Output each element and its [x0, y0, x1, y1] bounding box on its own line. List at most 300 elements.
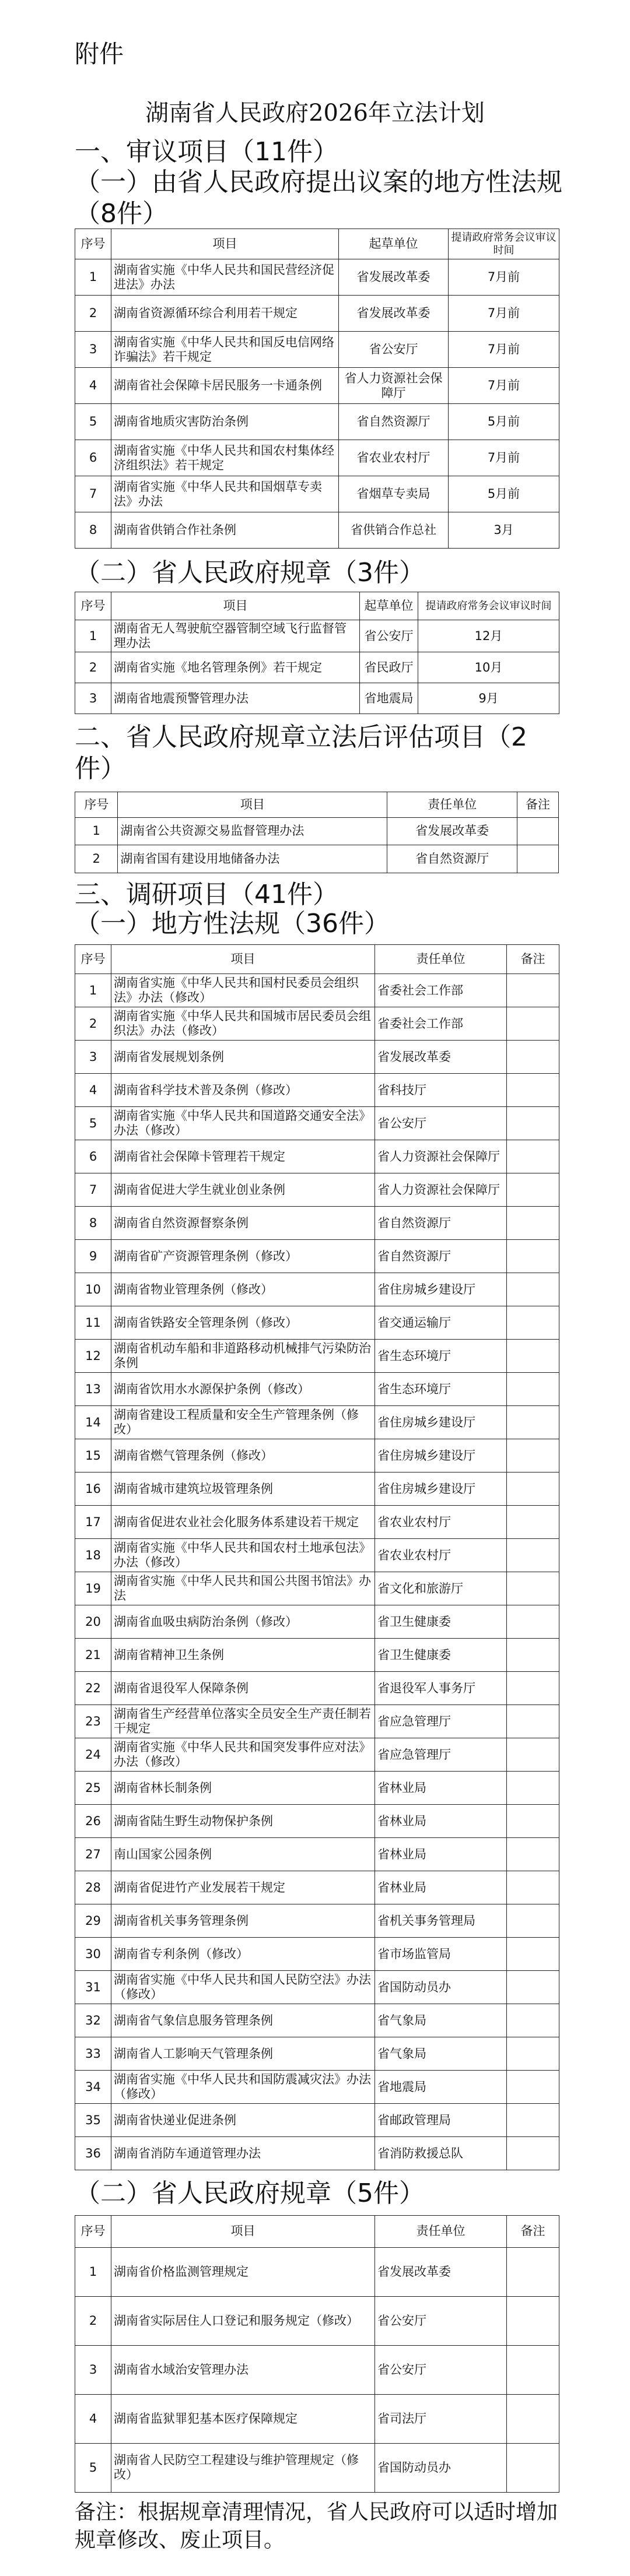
cell-project: 湖南省实施《中华人民共和国农村土地承包法》办法（修改） — [111, 1539, 375, 1572]
cell-index: 21 — [75, 1639, 111, 1672]
cell-unit: 省自然资源厅 — [375, 1207, 507, 1240]
cell-project: 湖南省实施《中华人民共和国烟草专卖法》办法 — [111, 476, 339, 512]
cell-project: 湖南省促进大学生就业创业条例 — [111, 1173, 375, 1207]
cell-unit: 省应急管理厅 — [375, 1738, 507, 1772]
cell-extra — [507, 2296, 559, 2345]
section-3-2-heading: （二）省人民政府规章（5件） — [75, 2178, 425, 2208]
cell-project: 湖南省城市建筑垃圾管理条例 — [111, 1472, 375, 1506]
cell-project: 湖南省机动车船和非道路移动机械排气污染防治条例 — [111, 1340, 375, 1373]
cell-index: 1 — [75, 620, 111, 652]
cell-index: 2 — [75, 1007, 111, 1041]
cell-unit: 省林业局 — [375, 1772, 507, 1805]
cell-extra — [507, 2071, 559, 2104]
cell-extra — [507, 1140, 559, 1173]
column-header: 项目 — [118, 792, 387, 818]
cell-unit: 省应急管理厅 — [375, 1705, 507, 1738]
cell-extra — [507, 1506, 559, 1539]
cell-index: 7 — [75, 476, 111, 512]
column-header: 备注 — [507, 2216, 559, 2248]
column-header: 责任单位 — [375, 945, 507, 974]
column-header: 序号 — [75, 2216, 111, 2248]
table-row — [75, 1904, 559, 1938]
cell-extra — [517, 845, 558, 873]
cell-project: 湖南省铁路安全管理条例（修改） — [111, 1306, 375, 1340]
cell-index: 5 — [75, 404, 111, 440]
table-header-row — [75, 229, 559, 259]
cell-unit: 省公安厅 — [375, 2345, 507, 2394]
cell-extra — [507, 2443, 559, 2492]
cell-unit: 省人力资源社会保障厅 — [375, 1173, 507, 1207]
cell-project: 湖南省实施《中华人民共和国村民委员会组织法》办法（修改） — [111, 974, 375, 1007]
cell-extra: 7月前 — [449, 332, 559, 368]
cell-extra: 3月 — [449, 512, 559, 549]
cell-index: 3 — [75, 683, 111, 714]
cell-unit: 省自然资源厅 — [339, 404, 449, 440]
cell-extra — [507, 1639, 559, 1672]
cell-extra — [507, 1306, 559, 1340]
cell-index: 7 — [75, 1173, 111, 1207]
cell-project: 湖南省实施《中华人民共和国公共图书馆法》办法 — [111, 1572, 375, 1605]
table-header-row — [75, 792, 559, 818]
cell-unit: 省卫生健康委 — [375, 1605, 507, 1639]
cell-project: 湖南省社会保障卡管理若干规定 — [111, 1140, 375, 1173]
cell-project: 湖南省国有建设用地储备办法 — [118, 845, 387, 873]
cell-project: 湖南省价格监测管理规定 — [111, 2247, 375, 2296]
cell-unit: 省机关事务管理局 — [375, 1904, 507, 1938]
cell-unit: 省科技厅 — [375, 1074, 507, 1107]
cell-extra — [507, 1273, 559, 1306]
table-row — [75, 845, 559, 873]
table-row — [75, 1838, 559, 1871]
cell-extra — [507, 1007, 559, 1041]
cell-unit: 省住房城乡建设厅 — [375, 1273, 507, 1306]
cell-project: 湖南省快递业促进条例 — [111, 2104, 375, 2137]
column-header: 起草单位 — [360, 592, 418, 620]
cell-project: 湖南省矿产资源管理条例（修改） — [111, 1240, 375, 1273]
cell-index: 5 — [75, 2443, 111, 2492]
cell-unit: 省农业农村厅 — [339, 440, 449, 476]
column-header: 项目 — [111, 592, 360, 620]
cell-unit: 省邮政管理局 — [375, 2104, 507, 2137]
cell-project: 湖南省实施《地名管理条例》若干规定 — [111, 652, 360, 683]
column-header: 提请政府常务会议审议时间 — [418, 592, 559, 620]
cell-extra — [507, 1904, 559, 1938]
column-header: 起草单位 — [339, 229, 449, 259]
cell-index: 2 — [75, 845, 118, 873]
cell-index: 1 — [75, 974, 111, 1007]
cell-unit: 省林业局 — [375, 1805, 507, 1838]
table-row — [75, 1140, 559, 1173]
cell-index: 29 — [75, 1904, 111, 1938]
cell-project: 湖南省实施《中华人民共和国城市居民委员会组织法》办法（修改） — [111, 1007, 375, 1041]
cell-extra — [507, 1805, 559, 1838]
table-row — [75, 1738, 559, 1772]
cell-extra: 7月前 — [449, 368, 559, 404]
cell-extra — [507, 2394, 559, 2443]
table-row — [75, 1572, 559, 1605]
cell-unit: 省住房城乡建设厅 — [375, 1472, 507, 1506]
table-row — [75, 296, 559, 332]
cell-unit: 省住房城乡建设厅 — [375, 1406, 507, 1439]
cell-unit: 省人力资源社会保障厅 — [339, 368, 449, 404]
cell-project: 湖南省供销合作社条例 — [111, 512, 339, 549]
cell-extra — [507, 1107, 559, 1140]
column-header: 项目 — [111, 945, 375, 974]
cell-unit: 省退役军人事务厅 — [375, 1672, 507, 1705]
cell-project: 湖南省资源循环综合利用若干规定 — [111, 296, 339, 332]
cell-project: 湖南省物业管理条例（修改） — [111, 1273, 375, 1306]
table-header-row — [75, 592, 559, 620]
cell-unit: 省消防救援总队 — [375, 2137, 507, 2170]
table-row — [75, 1373, 559, 1406]
column-header: 项目 — [111, 2216, 375, 2248]
table-row — [75, 1472, 559, 1506]
remark-note: 备注：根据规章清理情况，省人民政府可以适时增加规章修改、废止项目。 — [75, 2500, 558, 2552]
cell-project: 湖南省监狱罪犯基本医疗保障规定 — [111, 2394, 375, 2443]
table-row — [75, 652, 559, 683]
table-row — [75, 440, 559, 476]
cell-index: 27 — [75, 1838, 111, 1871]
cell-unit: 省委社会工作部 — [375, 1007, 507, 1041]
cell-project: 湖南省实施《中华人民共和国突发事件应对法》办法（修改） — [111, 1738, 375, 1772]
cell-index: 1 — [75, 2247, 111, 2296]
table-row — [75, 1506, 559, 1539]
column-header: 备注 — [507, 945, 559, 974]
table-row — [75, 817, 559, 845]
cell-index: 32 — [75, 2004, 111, 2037]
table-row — [75, 1240, 559, 1273]
cell-project: 湖南省机关事务管理条例 — [111, 1904, 375, 1938]
cell-index: 14 — [75, 1406, 111, 1439]
cell-unit: 省司法厅 — [375, 2394, 507, 2443]
table-row — [75, 1439, 559, 1472]
cell-project: 湖南省科学技术普及条例（修改） — [111, 1074, 375, 1107]
cell-index: 36 — [75, 2137, 111, 2170]
cell-unit: 省发展改革委 — [339, 296, 449, 332]
table-header-row — [75, 2216, 559, 2248]
cell-unit: 省地震局 — [375, 2071, 507, 2104]
cell-unit: 省人力资源社会保障厅 — [375, 1140, 507, 1173]
cell-unit: 省自然资源厅 — [387, 845, 517, 873]
cell-unit: 省国防动员办 — [375, 2443, 507, 2492]
table-row — [75, 476, 559, 512]
cell-unit: 省气象局 — [375, 2037, 507, 2071]
cell-extra — [507, 1406, 559, 1439]
cell-index: 18 — [75, 1539, 111, 1572]
cell-extra — [507, 1472, 559, 1506]
table-row — [75, 1871, 559, 1904]
cell-unit: 省民政厅 — [360, 652, 418, 683]
cell-index: 6 — [75, 440, 111, 476]
cell-index: 25 — [75, 1772, 111, 1805]
cell-extra — [507, 2345, 559, 2394]
cell-project: 湖南省退役军人保障条例 — [111, 1672, 375, 1705]
cell-index: 5 — [75, 1107, 111, 1140]
column-header: 序号 — [75, 792, 118, 818]
column-header: 提请政府常务会议审议时间 — [449, 229, 559, 259]
cell-project: 湖南省发展规划条例 — [111, 1041, 375, 1074]
table-row — [75, 2443, 559, 2492]
cell-project: 湖南省人工影响天气管理条例 — [111, 2037, 375, 2071]
cell-unit: 省公安厅 — [375, 2296, 507, 2345]
table-row — [75, 2247, 559, 2296]
table-row — [75, 1605, 559, 1639]
section-3-1-heading: （一）地方性法规（36件） — [75, 909, 390, 939]
cell-index: 8 — [75, 512, 111, 549]
table-header-row — [75, 945, 559, 974]
table-row — [75, 2037, 559, 2071]
document-title: 湖南省人民政府2026年立法计划 — [145, 100, 485, 126]
cell-extra — [507, 1705, 559, 1738]
cell-extra — [507, 1971, 559, 2004]
cell-project: 湖南省无人驾驶航空器管制空域飞行监督管理办法 — [111, 620, 360, 652]
cell-unit: 省生态环境厅 — [375, 1373, 507, 1406]
cell-extra — [507, 1672, 559, 1705]
section-2-heading: 二、省人民政府规章立法后评估项目（2件） — [75, 722, 527, 783]
cell-index: 31 — [75, 1971, 111, 2004]
cell-unit: 省发展改革委 — [339, 259, 449, 296]
table-row — [75, 1306, 559, 1340]
cell-unit: 省自然资源厅 — [375, 1240, 507, 1273]
cell-index: 3 — [75, 2345, 111, 2394]
table-row — [75, 404, 559, 440]
cell-project: 湖南省建设工程质量和安全生产管理条例（修改） — [111, 1406, 375, 1439]
cell-index: 35 — [75, 2104, 111, 2137]
table-evaluation — [75, 792, 559, 873]
cell-index: 22 — [75, 1672, 111, 1705]
table-row — [75, 2104, 559, 2137]
cell-project: 湖南省地震预警管理办法 — [111, 683, 360, 714]
cell-project: 湖南省林长制条例 — [111, 1772, 375, 1805]
section-1-1-heading: （一）由省人民政府提出议案的地方性法规（8件） — [75, 167, 562, 229]
cell-extra — [507, 2004, 559, 2037]
table-row — [75, 620, 559, 652]
column-header: 责任单位 — [375, 2216, 507, 2248]
cell-index: 12 — [75, 1340, 111, 1373]
cell-project: 湖南省气象信息服务管理条例 — [111, 2004, 375, 2037]
cell-unit: 省委社会工作部 — [375, 974, 507, 1007]
cell-project: 湖南省实施《中华人民共和国人民防空法》办法（修改） — [111, 1971, 375, 2004]
cell-project: 湖南省精神卫生条例 — [111, 1639, 375, 1672]
cell-project: 湖南省生产经营单位落实全员安全生产责任制若干规定 — [111, 1705, 375, 1738]
cell-project: 湖南省实施《中华人民共和国道路交通安全法》办法（修改） — [111, 1107, 375, 1140]
cell-project: 湖南省专利条例（修改） — [111, 1938, 375, 1971]
cell-index: 33 — [75, 2037, 111, 2071]
cell-index: 6 — [75, 1140, 111, 1173]
table-row — [75, 368, 559, 404]
cell-index: 3 — [75, 1041, 111, 1074]
table-review-regulations — [75, 229, 559, 549]
table-row — [75, 2004, 559, 2037]
cell-extra — [517, 817, 558, 845]
cell-extra — [507, 1539, 559, 1572]
cell-unit: 省发展改革委 — [375, 1041, 507, 1074]
cell-extra: 5月前 — [449, 404, 559, 440]
cell-index: 1 — [75, 259, 111, 296]
table-row — [75, 2345, 559, 2394]
cell-unit: 省文化和旅游厅 — [375, 1572, 507, 1605]
cell-index: 8 — [75, 1207, 111, 1240]
cell-extra — [507, 1041, 559, 1074]
section-3-heading: 三、调研项目（41件） — [75, 880, 338, 909]
cell-project: 湖南省陆生野生动物保护条例 — [111, 1805, 375, 1838]
table-row — [75, 2394, 559, 2443]
cell-index: 17 — [75, 1506, 111, 1539]
cell-unit: 省公安厅 — [360, 620, 418, 652]
table-row — [75, 1805, 559, 1838]
column-header: 责任单位 — [387, 792, 517, 818]
cell-index: 4 — [75, 1074, 111, 1107]
cell-index: 28 — [75, 1871, 111, 1904]
table-row — [75, 512, 559, 549]
cell-index: 11 — [75, 1306, 111, 1340]
cell-index: 23 — [75, 1705, 111, 1738]
cell-extra — [507, 1340, 559, 1373]
column-header: 序号 — [75, 229, 111, 259]
table-row — [75, 1938, 559, 1971]
cell-project: 湖南省社会保障卡居民服务一卡通条例 — [111, 368, 339, 404]
table-row — [75, 1107, 559, 1140]
cell-index: 13 — [75, 1373, 111, 1406]
cell-extra — [507, 1572, 559, 1605]
cell-index: 15 — [75, 1439, 111, 1472]
cell-extra: 10月 — [418, 652, 559, 683]
cell-extra — [507, 2247, 559, 2296]
cell-unit: 省市场监管局 — [375, 1938, 507, 1971]
cell-extra — [507, 974, 559, 1007]
cell-index: 34 — [75, 2071, 111, 2104]
cell-project: 湖南省地质灾害防治条例 — [111, 404, 339, 440]
cell-unit: 省林业局 — [375, 1871, 507, 1904]
cell-project: 湖南省实施《中华人民共和国民营经济促进法》办法 — [111, 259, 339, 296]
table-row — [75, 332, 559, 368]
cell-index: 1 — [75, 817, 118, 845]
cell-index: 3 — [75, 332, 111, 368]
table-row — [75, 1074, 559, 1107]
cell-extra — [507, 1240, 559, 1273]
cell-index: 30 — [75, 1938, 111, 1971]
table-row — [75, 1971, 559, 2004]
cell-project: 湖南省饮用水水源保护条例（修改） — [111, 1373, 375, 1406]
table-row — [75, 259, 559, 296]
cell-extra: 12月 — [418, 620, 559, 652]
table-row — [75, 2296, 559, 2345]
cell-index: 2 — [75, 652, 111, 683]
cell-project: 南山国家公园条例 — [111, 1838, 375, 1871]
cell-index: 4 — [75, 2394, 111, 2443]
cell-unit: 省地震局 — [360, 683, 418, 714]
cell-index: 19 — [75, 1572, 111, 1605]
cell-index: 2 — [75, 296, 111, 332]
cell-project: 湖南省自然资源督察条例 — [111, 1207, 375, 1240]
table-row — [75, 1041, 559, 1074]
cell-project: 湖南省实施《中华人民共和国防震减灾法》办法（修改） — [111, 2071, 375, 2104]
table-row — [75, 1672, 559, 1705]
cell-extra — [507, 1605, 559, 1639]
cell-extra — [507, 1373, 559, 1406]
cell-project: 湖南省促进竹产业发展若干规定 — [111, 1871, 375, 1904]
cell-index: 16 — [75, 1472, 111, 1506]
table-row — [75, 1273, 559, 1306]
table-row — [75, 1173, 559, 1207]
cell-extra — [507, 1074, 559, 1107]
cell-project: 湖南省消防车通道管理办法 — [111, 2137, 375, 2170]
table-research-rules — [75, 2215, 559, 2493]
cell-unit: 省国防动员办 — [375, 1971, 507, 2004]
cell-project: 湖南省实施《中华人民共和国农村集体经济组织法》若干规定 — [111, 440, 339, 476]
cell-unit: 省公安厅 — [375, 1107, 507, 1140]
table-row — [75, 683, 559, 714]
cell-unit: 省烟草专卖局 — [339, 476, 449, 512]
cell-unit: 省生态环境厅 — [375, 1340, 507, 1373]
cell-unit: 省发展改革委 — [375, 2247, 507, 2296]
cell-project: 湖南省水域治安管理办法 — [111, 2345, 375, 2394]
cell-unit: 省供销合作总社 — [339, 512, 449, 549]
column-header: 备注 — [517, 792, 558, 818]
cell-unit: 省住房城乡建设厅 — [375, 1439, 507, 1472]
table-research-regulations — [75, 944, 559, 2170]
table-row — [75, 1207, 559, 1240]
cell-index: 24 — [75, 1738, 111, 1772]
table-row — [75, 974, 559, 1007]
cell-unit: 省气象局 — [375, 2004, 507, 2037]
cell-extra — [507, 2137, 559, 2170]
cell-index: 20 — [75, 1605, 111, 1639]
section-1-2-heading: （二）省人民政府规章（3件） — [75, 558, 425, 588]
cell-extra — [507, 1173, 559, 1207]
cell-project: 湖南省实施《中华人民共和国反电信网络诈骗法》若干规定 — [111, 332, 339, 368]
cell-index: 10 — [75, 1273, 111, 1306]
cell-index: 2 — [75, 2296, 111, 2345]
table-row — [75, 1539, 559, 1572]
column-header: 序号 — [75, 945, 111, 974]
attachment-label: 附件 — [75, 40, 124, 68]
cell-extra: 9月 — [418, 683, 559, 714]
cell-project: 湖南省燃气管理条例（修改） — [111, 1439, 375, 1472]
table-row — [75, 1340, 559, 1373]
table-row — [75, 1705, 559, 1738]
cell-extra — [507, 2037, 559, 2071]
table-row — [75, 2071, 559, 2104]
table-row — [75, 1772, 559, 1805]
column-header: 项目 — [111, 229, 339, 259]
cell-extra — [507, 1838, 559, 1871]
cell-extra: 7月前 — [449, 259, 559, 296]
cell-project: 湖南省促进农业社会化服务体系建设若干规定 — [111, 1506, 375, 1539]
cell-project: 湖南省公共资源交易监督管理办法 — [118, 817, 387, 845]
cell-extra — [507, 1871, 559, 1904]
cell-unit: 省林业局 — [375, 1838, 507, 1871]
cell-index: 26 — [75, 1805, 111, 1838]
cell-extra: 7月前 — [449, 296, 559, 332]
cell-index: 4 — [75, 368, 111, 404]
cell-extra: 7月前 — [449, 440, 559, 476]
cell-extra — [507, 1439, 559, 1472]
table-row — [75, 1639, 559, 1672]
cell-extra — [507, 2104, 559, 2137]
cell-project: 湖南省实际居住人口登记和服务规定（修改） — [111, 2296, 375, 2345]
cell-unit: 省发展改革委 — [387, 817, 517, 845]
table-row — [75, 1406, 559, 1439]
cell-unit: 省公安厅 — [339, 332, 449, 368]
cell-extra — [507, 1207, 559, 1240]
cell-unit: 省卫生健康委 — [375, 1639, 507, 1672]
section-1-heading: 一、审议项目（11件） — [75, 137, 338, 167]
cell-project: 湖南省人民防空工程建设与维护管理规定（修改） — [111, 2443, 375, 2492]
cell-extra — [507, 1738, 559, 1772]
cell-extra: 5月前 — [449, 476, 559, 512]
cell-index: 9 — [75, 1240, 111, 1273]
